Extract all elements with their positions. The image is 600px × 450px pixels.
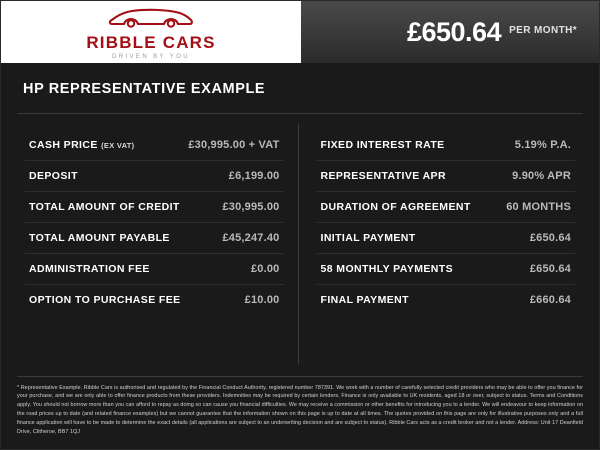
- disclaimer: [1, 368, 599, 449]
- detail-value: £660.64: [529, 294, 571, 306]
- monthly-price-banner: [301, 1, 599, 63]
- detail-row: [317, 222, 576, 253]
- header: [1, 1, 599, 63]
- detail-value: 5.19% P.A.: [514, 139, 571, 151]
- detail-label: TOTAL AMOUNT OF CREDIT: [29, 201, 180, 213]
- detail-row: [317, 130, 576, 160]
- price-period: PER MONTH*: [509, 25, 577, 36]
- detail-value: £6,199.00: [228, 170, 280, 182]
- detail-label: CASH PRICE (EX VAT): [29, 139, 135, 151]
- detail-label: ADMINISTRATION FEE: [29, 263, 150, 275]
- detail-row: [25, 253, 284, 284]
- detail-label: TOTAL AMOUNT PAYABLE: [29, 232, 170, 244]
- detail-label: REPRESENTATIVE APR: [320, 170, 446, 182]
- detail-sub-label: (EX VAT): [101, 141, 135, 150]
- footer-divider: [17, 376, 583, 377]
- detail-row: [25, 284, 284, 315]
- detail-value: £30,995.00 + VAT: [188, 139, 280, 151]
- detail-row: [317, 191, 576, 222]
- detail-label: INITIAL PAYMENT: [320, 232, 416, 244]
- detail-label: OPTION TO PURCHASE FEE: [29, 294, 181, 306]
- finance-details: [1, 114, 599, 368]
- detail-row: [25, 191, 284, 222]
- detail-row: [25, 222, 284, 253]
- brand-name: RIBBLE CARS: [86, 33, 216, 52]
- brand-logo: [1, 1, 301, 63]
- detail-row: [317, 160, 576, 191]
- detail-value: £45,247.40: [222, 232, 280, 244]
- detail-label: 58 MONTHLY PAYMENTS: [320, 263, 453, 275]
- page-title: HP REPRESENTATIVE EXAMPLE: [23, 81, 266, 97]
- detail-value: £10.00: [244, 294, 280, 306]
- detail-row: [25, 160, 284, 191]
- detail-value: £30,995.00: [222, 201, 280, 213]
- detail-value: £0.00: [250, 263, 280, 275]
- car-icon: [108, 8, 194, 33]
- brand-tagline: DRIVEN BY YOU: [112, 54, 190, 60]
- detail-value: 9.90% APR: [512, 170, 571, 182]
- detail-label: DEPOSIT: [29, 170, 78, 182]
- detail-row: [317, 284, 576, 315]
- detail-row: [317, 253, 576, 284]
- detail-label: FINAL PAYMENT: [320, 294, 409, 306]
- detail-value: £650.64: [529, 263, 571, 275]
- page-title-bar: [1, 63, 599, 107]
- disclaimer-text: * Representative Example. Ribble Cars is authorised and regulated by the Financial Conduct Authority, registered number 787391. We work with a number of carefully selected credit providers who may be able to offer you finance for your purchase, and we are only able to offer finance products from these providers. Indemnities may be required by certain lenders. Finance is only available to UK residents, aged 18 or over, subject to status. Terms and Conditions apply. You should not borrow more than you can afford to repay as doing so can cause you financial difficulties. We may receive a commission or other benefits for introducing you to a lender. We will endeavour to keep information on the road prices up to date (and related finance examples) but we cannot guarantee that the information shown on this page is up to date at all times. The quotes provided on this page are only for illustrative purposes only and a full finance application will have to be made to determine the exact details (all applications are subject to an underwriting decision and are subject to status). Ribble Cars acts as a credit broker and not a lender. Address: Unit 17 Deanfield Drive, Clitheroe, BB7 1QJ: [17, 384, 583, 436]
- left-details-column: [17, 124, 299, 364]
- detail-value: £650.64: [529, 232, 571, 244]
- detail-label: FIXED INTEREST RATE: [320, 139, 445, 151]
- detail-row: [25, 130, 284, 160]
- detail-value: 60 MONTHS: [506, 201, 571, 213]
- right-details-column: [299, 124, 584, 364]
- price-amount: £650.64: [406, 16, 502, 47]
- detail-label: DURATION OF AGREEMENT: [320, 201, 471, 213]
